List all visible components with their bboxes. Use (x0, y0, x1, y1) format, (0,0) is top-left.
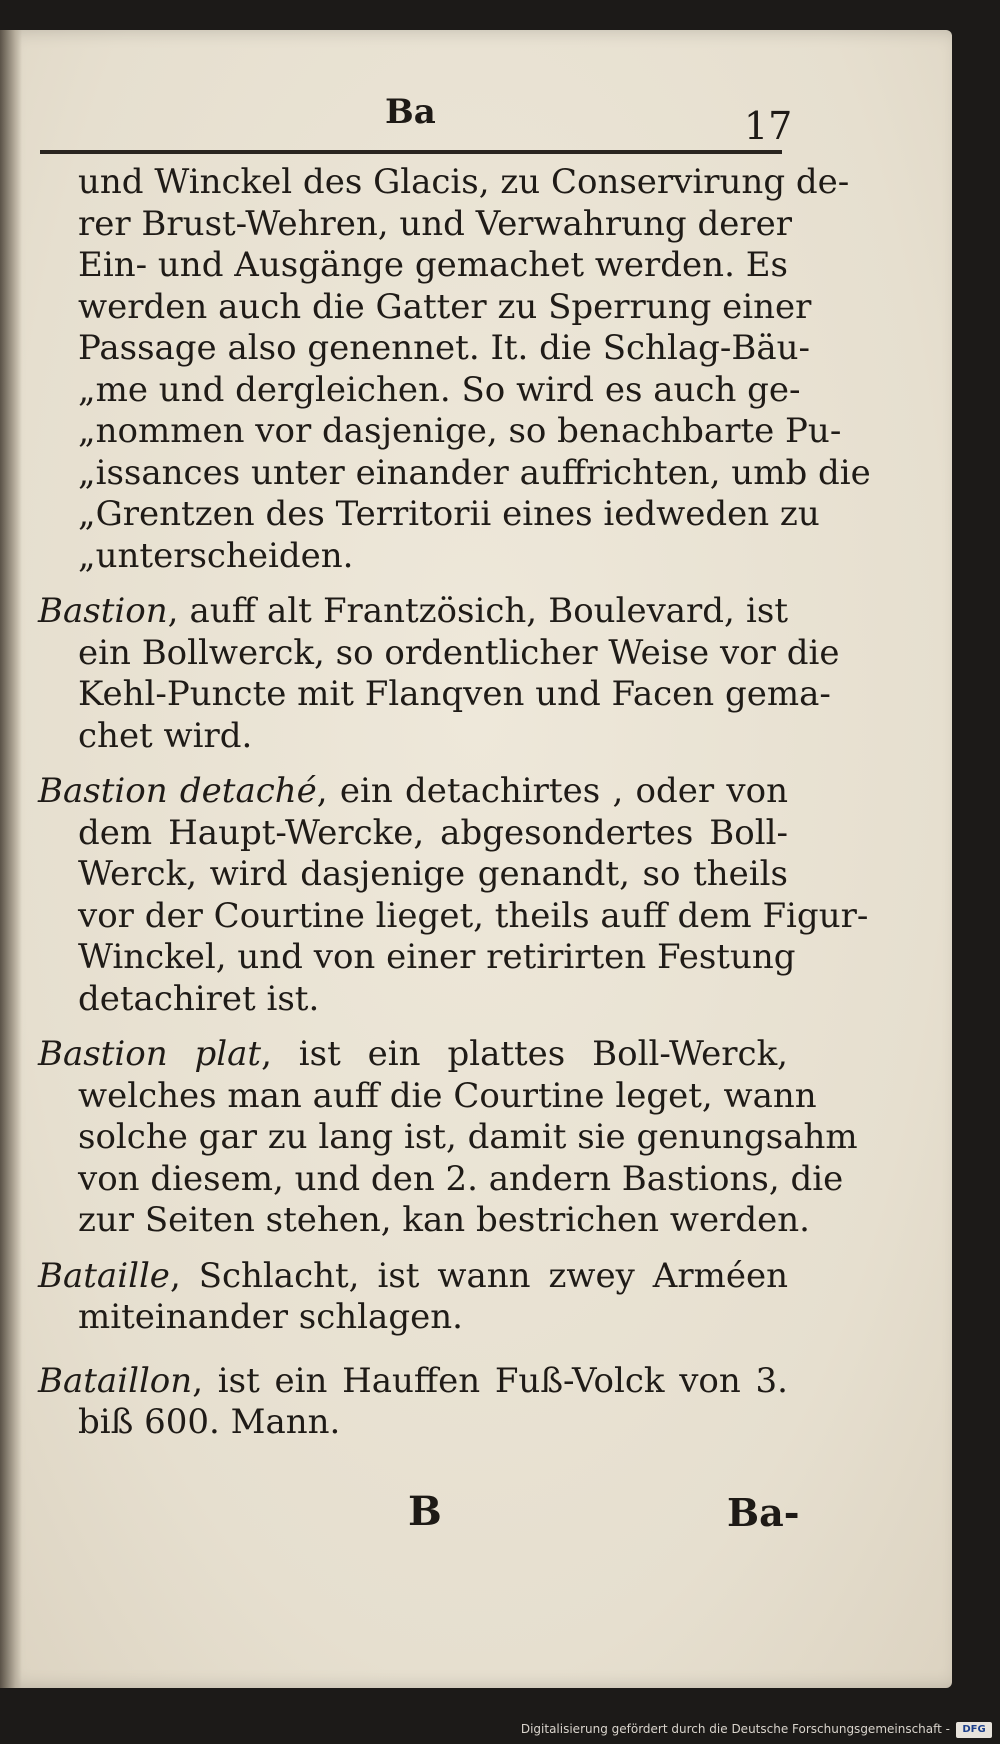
text-line: von diesem, und den 2. andern Bastions, die (78, 1158, 844, 1199)
text-line: Ein- und Ausgänge gemachet werden. Es (78, 245, 788, 285)
entry-lemma: Bastion detaché (38, 771, 317, 811)
dictionary-entry-bataille (38, 1256, 788, 1339)
entry-first-line (38, 591, 788, 633)
text-line: Passage also genennet. It. die Schlag-Bäu- (78, 328, 810, 368)
text-line: detachiret ist. (78, 978, 320, 1019)
text-line: Winckel, und von einer retirirten Festung (78, 937, 796, 977)
catchword: Ba- (727, 1490, 800, 1535)
text-line: biß 600. Mann. (78, 1402, 341, 1442)
text-line: „Grentzen des Territorii eines iedweden zu (78, 494, 820, 534)
text-line: dem Haupt-Wercke, abgesondertes Boll- (78, 812, 788, 853)
text-line: solche gar zu lang ist, damit sie genungsahm (78, 1117, 858, 1157)
entry-text: , ist ein plattes Boll-Werck, (261, 1034, 788, 1074)
dictionary-entry-bastion (38, 591, 840, 757)
entry-text: , ist ein Hauffen Fuß-Volck von 3. (192, 1360, 788, 1401)
dictionary-entry-bastion-plat (38, 1034, 858, 1242)
entry-first-line (38, 1034, 788, 1076)
page-number: 17 (744, 104, 793, 148)
entry-text: , ein detachirtes , oder von (316, 771, 788, 811)
text-line: „issances unter einander auffrichten, umb die (78, 452, 871, 493)
text-line: werden auch die Gatter zu Sperrung einer (78, 286, 812, 327)
signature-mark: B (408, 1488, 442, 1535)
dictionary-entry-bastion-detache (38, 771, 869, 1020)
entry-text: , auff alt Frantzösich, Boulevard, ist (167, 591, 788, 631)
text-line: ein Bollwerck, so ordentlicher Weise vor die (78, 632, 840, 673)
header-rule (40, 150, 782, 154)
text-line: zur Seiten stehen, kan bestrichen werden. (78, 1200, 810, 1240)
entry-lemma: Bataillon (38, 1360, 193, 1401)
dictionary-entry-bataillon (38, 1361, 788, 1444)
entry-gap (38, 577, 788, 591)
text-line: rer Brust-Wehren, und Verwahrung derer (78, 203, 792, 244)
entry-gap (38, 1339, 788, 1361)
entry-lemma: Bastion plat (38, 1034, 262, 1074)
entry-gap (38, 1020, 788, 1034)
entry-gap (38, 1242, 788, 1256)
entry-gap (38, 757, 788, 771)
text-line: welches man auff die Courtine leget, wann (78, 1075, 817, 1116)
entry-first-line (38, 1256, 788, 1298)
text-line: Werck, wird dasjenige genandt, so theils (78, 854, 788, 894)
digitization-note: Digitalisierung gefördert durch die Deutsche Forschungsgemeinschaft - (520, 1722, 950, 1736)
entry-first-line (38, 771, 788, 813)
digitization-footer (0, 1718, 1000, 1744)
text-line: vor der Courtine lieget, theils auff dem Figur- (78, 895, 869, 936)
dfg-logo: DFG (956, 1722, 992, 1738)
text-line: Kehl-Puncte mit Flanqven und Facen gema- (78, 674, 831, 714)
entry-first-line (38, 1361, 788, 1403)
text-line: miteinander schlagen. (78, 1297, 463, 1337)
page-body (38, 162, 871, 1444)
text-line: „nommen vor dasjenige, so benachbarte Pu- (78, 411, 842, 451)
page-gutter-shadow (0, 30, 22, 1688)
entry-lemma: Bataille (38, 1255, 170, 1296)
text-line: und Winckel des Glacis, zu Conservirung de- (78, 162, 850, 202)
text-line: chet wird. (78, 715, 253, 756)
continuation-paragraph (38, 162, 871, 577)
running-head: Ba (385, 92, 436, 132)
entry-text: , Schlacht, ist wann zwey Arméen (169, 1255, 788, 1296)
text-line: „unterscheiden. (78, 535, 354, 576)
entry-lemma: Bastion (38, 591, 168, 631)
text-line: „me und dergleichen. So wird es auch ge- (78, 369, 801, 410)
